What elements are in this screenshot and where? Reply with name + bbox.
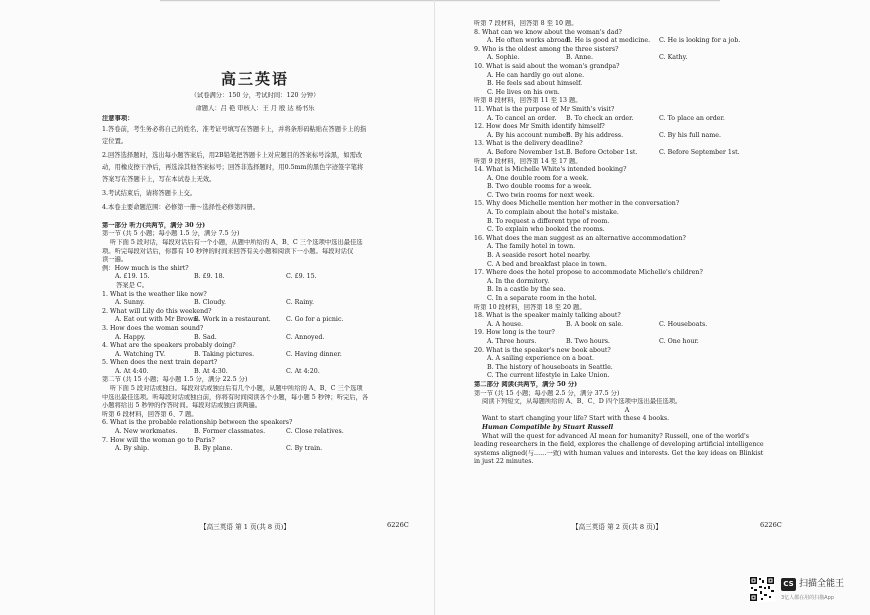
question-options (474, 321, 780, 330)
instruction-line: 小题将给出 5 秒钟的作答时间。每段对话或独白读两遍。 (102, 402, 262, 410)
question: 17. Where does the hotel propose to accommodate Michelle's children? (474, 269, 703, 277)
passage-letter: A (624, 406, 630, 414)
question-options (102, 334, 408, 343)
option-a: A. By his account number. (487, 131, 571, 139)
notice-line: 定位置。 (102, 137, 128, 145)
notice-heading: 注意事项： (102, 115, 134, 123)
option-b: B. At 4:30. (194, 367, 228, 375)
option-c: C. He lives on his own. (487, 88, 560, 96)
question: 11. What is the purpose of Mr Smith's visit? (474, 105, 615, 113)
question: 4. What are the speakers probably doing? (102, 342, 236, 350)
option-a: A. New workmates. (115, 428, 178, 436)
option-a: A. To cancel an order. (487, 114, 557, 122)
option-b: B. Anne. (566, 54, 594, 62)
question: 1. What is the weather like now? (102, 290, 207, 298)
option-c: C. One hour. (659, 337, 699, 345)
option-b: B. £9. 18. (194, 273, 225, 281)
page-1-code: 6226C (387, 521, 409, 529)
option-a: A. Before November 1st. (487, 148, 566, 156)
notice-line: 答案写在答题卡上，写在本试卷上无效。 (102, 175, 216, 183)
page-2-code: 6226C (760, 521, 782, 529)
question-options (474, 132, 780, 141)
option-a: A. Happy. (115, 333, 146, 341)
question: 8. What can we know about the woman's dad? (474, 28, 622, 36)
option-b: B. In a castle by the sea. (487, 286, 566, 294)
option-b: B. The history of houseboats in Seattle. (487, 363, 613, 371)
question: 16. What does the man suggest as an alternative accommodation? (474, 234, 686, 242)
example-options (102, 273, 408, 282)
option-a: A. £19. 15. (115, 273, 150, 281)
option-c: C. The current lifestyle in Lake Union. (487, 372, 610, 380)
option-a: A. He can hardly go out alone. (487, 71, 585, 79)
example-question: 例：How much is the shirt? (102, 264, 189, 272)
example-answer: 答案是 C。 (116, 281, 149, 289)
option-c: C. Kathy. (659, 54, 688, 62)
notice-line: 动，用橡皮擦干净后，再选涂其他答案标号；回答非选择题时，用0.5mm的黑色字迹签字笔将 (102, 163, 364, 171)
page-1 (102, 6, 408, 454)
option-b: B. He is good at medicine. (566, 37, 651, 45)
question: 13. What is the delivery deadline? (474, 140, 583, 148)
question: 20. What is the speaker's new book about? (474, 346, 611, 354)
notice-line: 1.答卷前，考生务必将自己的姓名、准考证号填写在答题卡上，并将条形码粘贴在答题卡上的指 (102, 125, 367, 133)
scanner-app-name: 扫描全能王 (799, 579, 845, 589)
instruction-line: 读一遍。 (102, 256, 128, 264)
question: 15. Why does Michelle mention her mother in the conversation? (474, 200, 680, 208)
question-options (474, 115, 780, 124)
option-b: B. Former classmates. (194, 428, 266, 436)
part2-instructions: 阅读下列短文，从每题所给的 A、B、C、D 四个选项中选出最佳选项。 (482, 398, 682, 406)
question-options (474, 37, 780, 46)
option-a: A. By ship. (115, 445, 150, 453)
exam-staff: 命题人：吕 艳 审核人：王 月 殷 达 杨书乐 (195, 104, 315, 112)
part2-heading: 第二部分 阅读(共两节，满分 50 分) (474, 380, 578, 388)
option-a: A. At 4:40. (115, 367, 149, 375)
question-options (474, 338, 780, 347)
passage-line: What will the quest for advanced AI mean for humanity? Russell, one of the world's (482, 432, 749, 440)
question: 5. When does the next train depart? (102, 359, 218, 367)
question-options (102, 428, 408, 437)
notice-line: 4.本卷主要命题范围：必修第一册～选择性必修第四册。 (102, 203, 260, 211)
option-c: C. Before September 1st. (659, 148, 740, 156)
exam-info: （试卷满分：150 分，考试时间：120 分钟） (190, 92, 320, 99)
instruction-line: 听第 6 段材料，回答第 6、7 题。 (102, 410, 198, 418)
question: 7. How will the woman go to Paris? (102, 436, 215, 444)
question: 18. What is the speaker mainly talking about? (474, 312, 621, 320)
option-b: B. Cloudy. (194, 299, 227, 307)
question: 9. Who is the oldest among the three sisters? (474, 45, 619, 53)
instruction-line: 听下面 5 段对话或独白。每段对话或独白后有几个小题，从题中所给的 A、B、C 三个选项 (110, 385, 363, 393)
question: 14. What is Michelle White's intended booking? (474, 166, 627, 174)
audio-intro: 听第 9 段材料，回答第 14 至 17 题。 (474, 157, 582, 165)
option-b: B. He feels sad about himself. (487, 80, 583, 88)
option-c: C. To explain who booked the rooms. (487, 226, 605, 234)
part1-heading: 第一部分 听力(共两节，满分 30 分) (102, 221, 206, 229)
camscanner-logo-icon: CS (781, 578, 796, 591)
page-title: 高三英语 (220, 70, 289, 88)
option-b: B. Work in a restaurant. (194, 316, 271, 324)
option-a: A. One double room for a week. (487, 174, 589, 182)
question: 3. How does the woman sound? (102, 324, 204, 332)
question: 12. How does Mr Smith identify himself? (474, 123, 605, 131)
question-options (474, 149, 780, 158)
option-a: A. The family hotel in town. (487, 243, 576, 251)
option-b: B. By his address. (566, 131, 624, 139)
option-c: C. By his full name. (659, 131, 722, 139)
question-options (102, 351, 408, 360)
option-b: B. Two hours. (566, 337, 610, 345)
book-title: Human Compatible by Stuart Russell (482, 423, 614, 431)
page-fold (434, 0, 435, 615)
part2-section1-heading: 第一节 (共 15 小题；每小题 2.5 分，满分 37.5 分) (474, 389, 620, 397)
instruction-line: 中选出最佳选项。听每段对话或独白前，你将有时间阅读各个小题，每小题 5 秒钟；听完后，各 (102, 393, 369, 401)
option-b: B. To request a different type of room. (487, 217, 610, 225)
scanner-tagline: 3亿人都在用的扫描App (781, 595, 834, 601)
option-c: C. Having dinner. (286, 350, 342, 358)
passage-intro: Want to start changing your life? Start with these 4 books. (482, 415, 670, 423)
option-b: B. Two double rooms for a week. (487, 183, 592, 191)
option-c: C. Two twin rooms for next week. (487, 191, 595, 199)
option-b: B. Taking pictures. (194, 350, 255, 358)
option-c: C. A bed and breakfast place in town. (487, 260, 607, 268)
notice-line: 2.回答选择题时，选出每小题答案后，用2B铅笔把答题卡上对应题目的答案标号涂黑，如需改 (102, 151, 363, 159)
question: 19. How long is the tour? (474, 329, 555, 337)
question: 6. What is the probable relationship between the speakers? (102, 419, 293, 427)
section2-heading: 第二节 (共 15 小题；每小题 1.5 分，满分 22.5 分) (102, 376, 248, 384)
option-a: A. Sophie. (487, 54, 520, 62)
option-c: C. Annoyed. (286, 333, 325, 341)
option-a: A. He often works abroad. (487, 37, 571, 45)
option-c: C. Go for a picnic. (286, 316, 344, 324)
option-a: A. In the dormitory. (487, 277, 550, 285)
option-b: B. Before October 1st. (566, 148, 638, 156)
question-options (102, 299, 408, 308)
option-a: A. Watching TV. (115, 350, 166, 358)
audio-intro: 听第 10 段材料，回答第 18 至 20 题。 (474, 303, 586, 311)
passage-line: systems aligned(与……一致) with human values and interests. Get the key ideas on Blinkist (474, 449, 764, 457)
passage-line: leading researchers in the field, explores the challenge of developing artificial intelligence (474, 441, 764, 449)
audio-intro: 听第 7 段材料，回答第 8 至 10 题。 (474, 20, 578, 27)
page-2-footer: 【高三英语 第 2 页(共 8 页)】 (572, 523, 662, 531)
option-c: C. He is looking for a job. (659, 37, 741, 45)
question: 2. What will Lily do this weekend? (102, 307, 212, 315)
question-options (474, 54, 780, 63)
instruction-line: 听下面 5 段对话，每段对话后有一个小题，从题中所给的 A、B、C 三个选项中选出最佳选 (110, 238, 363, 246)
option-a: A. Sunny. (115, 299, 145, 307)
option-a: A. A sailing experience on a boat. (487, 355, 595, 363)
question-options (102, 368, 408, 377)
option-c: C. £9. 15. (286, 273, 317, 281)
option-c: C. By train. (286, 445, 323, 453)
audio-intro: 听第 8 段材料，回答第 11 至 13 题。 (474, 97, 582, 105)
option-a: A. To complain about the hotel's mistake. (487, 209, 619, 217)
notice-line: 3.考试结束后，请将答题卡上交。 (102, 189, 197, 197)
option-c: C. In a separate room in the hotel. (487, 295, 597, 302)
page-1-footer: 【高三英语 第 1 页(共 8 页)】 (200, 523, 290, 531)
option-b: B. A book on sale. (566, 320, 624, 328)
section1-heading: 第一节 (共 5 小题；每小题 1.5 分，满分 7.5 分) (102, 230, 240, 238)
question-options (102, 445, 408, 454)
option-a: A. Three hours. (487, 337, 537, 345)
notice-list (102, 124, 408, 222)
option-c: C. At 4:20. (286, 367, 320, 375)
passage-line: in just 22 minutes. (474, 458, 534, 466)
qr-code-icon (749, 576, 775, 602)
page-2 (474, 20, 780, 467)
question-options (102, 316, 408, 325)
option-b: B. A seaside resort hotel nearby. (487, 252, 591, 260)
question: 10. What is said about the woman's grandpa? (474, 62, 620, 70)
scan-top-edge (160, 0, 720, 4)
instruction-line: 项。听完每段对话后，你都有 10 秒钟的时间来回答有关小题和阅读下一小题。每段对话仅 (102, 247, 354, 255)
option-a: A. A house. (487, 320, 523, 328)
option-b: B. Sad. (194, 333, 217, 341)
option-c: C. To place an order. (659, 114, 725, 122)
option-c: C. Close relatives. (286, 428, 344, 436)
option-c: C. Houseboats. (659, 320, 708, 328)
option-b: B. By plane. (194, 445, 233, 453)
option-b: B. To check an order. (566, 114, 634, 122)
option-c: C. Rainy. (286, 299, 315, 307)
option-a: A. Eat out with Mr Brown. (115, 316, 200, 324)
